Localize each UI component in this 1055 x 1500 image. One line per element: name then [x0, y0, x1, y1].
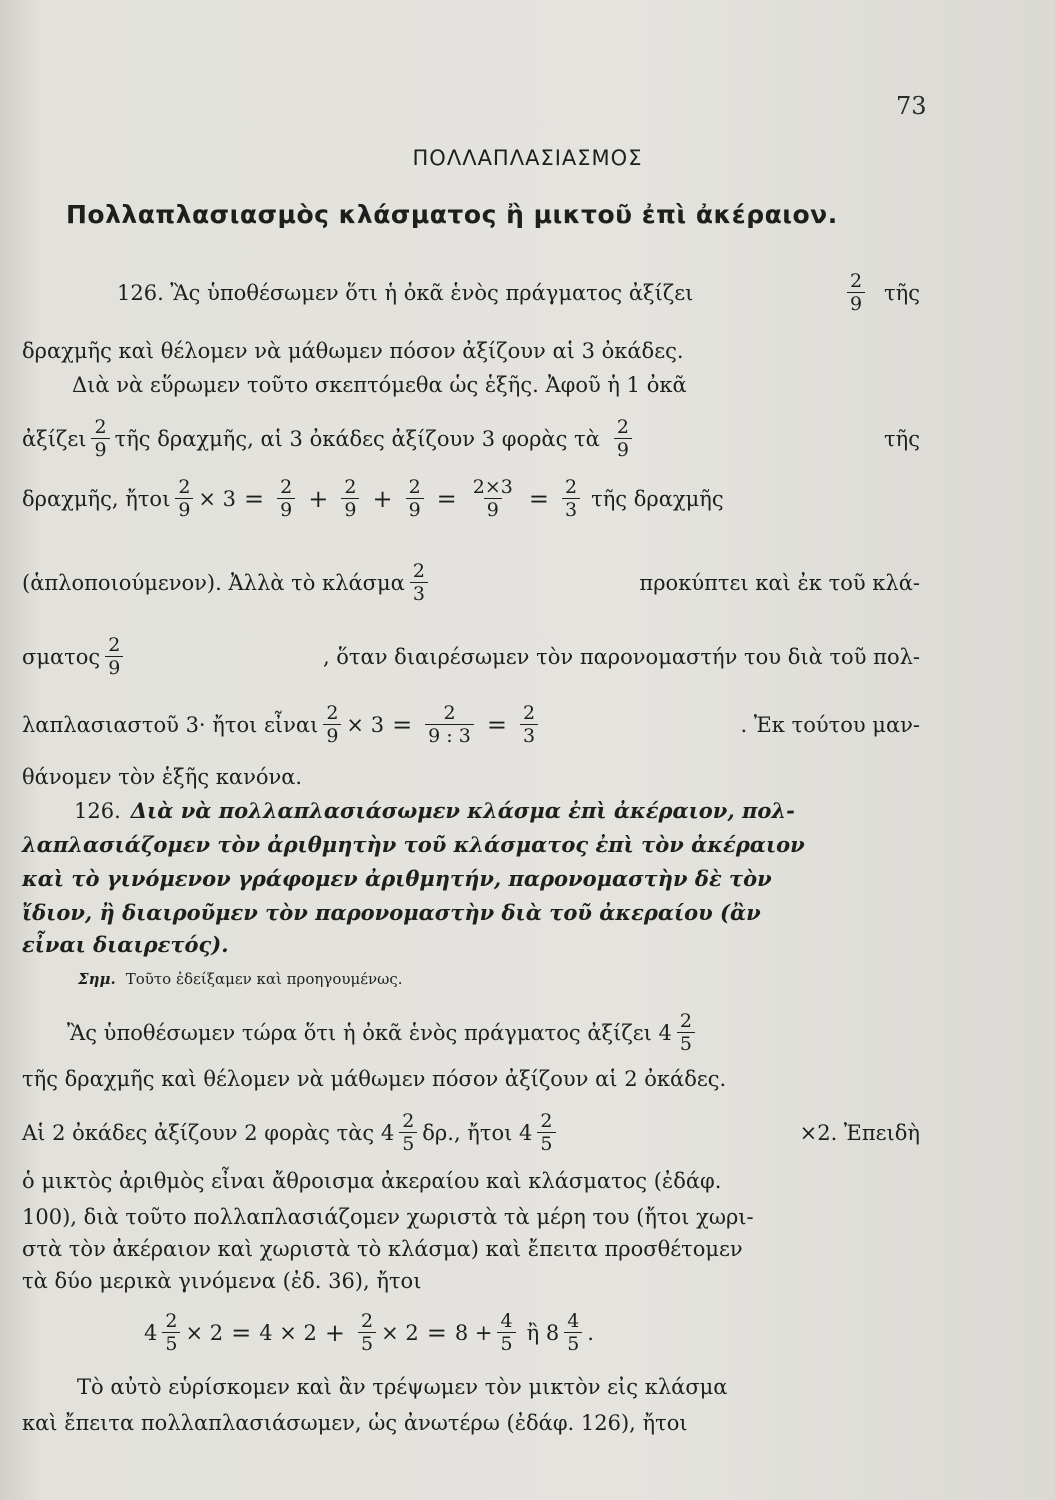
p2-line-8 [22, 1372, 920, 1402]
text: στὰ τὸν ἀκέραιον καὶ χωριστὰ τὸ κλάσμα) καὶ ἔπειτα προσθέτομεν [22, 1237, 743, 1261]
text: ×2. Ἐπειδὴ [799, 1120, 920, 1145]
plus-sign: + [308, 484, 329, 513]
note-label: Σημ. [78, 970, 116, 988]
text: ἀξίζει [22, 426, 87, 451]
rule-text: Διὰ νὰ πολλαπλασιάσωμεν κλάσμα ἐπὶ ἀκέραιον, πολ- [130, 798, 795, 823]
p1-line-3 [22, 370, 920, 400]
text: . Ἐκ τούτου μαν- [740, 712, 920, 737]
rule-text: καὶ τὸ γινόμενον γράφομεν ἀριθμητήν, παρονομαστὴν δὲ τὸν [22, 866, 772, 891]
page-number: 73 [896, 92, 927, 120]
rule-line-3 [22, 864, 920, 894]
fraction: $\frac{4}{5}$ [564, 1310, 582, 1355]
times-three: × 3 [346, 712, 385, 737]
fraction: $\frac{2}{5}$ [399, 1110, 417, 1155]
fraction: $\frac{2}{9}$ [277, 476, 295, 521]
equals-sign: = [426, 1318, 447, 1347]
running-header: ΠΟΛΛΑΠΛΑΣΙΑΣΜΟΣ [412, 146, 643, 170]
period: . [587, 1320, 594, 1345]
fraction: $\frac{2}{9}$ [406, 476, 424, 521]
equals-sign: = [528, 484, 549, 513]
rule-line-2 [22, 830, 920, 860]
p2-line-4 [22, 1166, 920, 1196]
fraction: $\frac{2}{9}$ [323, 702, 341, 747]
times-two: × 2 [381, 1320, 419, 1345]
fraction: $\frac{2}{5}$ [162, 1310, 180, 1355]
plus-sign: + [372, 484, 393, 513]
text: , ὅταν διαιρέσωμεν τὸν παρονομαστήν του διὰ τοῦ πολ- [322, 644, 920, 669]
fraction: $\frac{2\times 3}{9}$ [472, 476, 513, 521]
fraction: $\frac{2}{5}$ [358, 1310, 376, 1355]
rule-text: ἴδιον, ἢ διαιροῦμεν τὸν παρονομαστὴν διὰ τοῦ ἀκεραίου (ἂν [22, 900, 761, 925]
fraction: $\frac{4}{5}$ [497, 1310, 515, 1355]
fraction: $\frac{2}{5}$ [537, 1110, 555, 1155]
rule-line-5 [22, 930, 920, 960]
fraction: $\frac{2}{5}$ [677, 1010, 695, 1055]
fraction: $\frac{2}{9}$ [91, 416, 109, 461]
text: δραχμῆς καὶ θέλομεν νὰ μάθωμεν πόσον ἀξίζουν αἱ 3 ὀκάδες. [22, 339, 684, 363]
fraction: $\frac{2}{3}$ [410, 560, 428, 605]
rule-line-4 [22, 898, 920, 928]
text: Αἱ 2 ὀκάδες ἀξίζουν 2 φορὰς τὰς 4 [22, 1120, 395, 1145]
equals-sign: = [244, 484, 265, 513]
p2-line-3 [22, 1110, 920, 1155]
p1-line-6 [22, 560, 920, 605]
rule-line-1 [22, 796, 920, 826]
fraction: $\frac{2}{9}$ [341, 476, 359, 521]
text: Διὰ νὰ εὕρωμεν τοῦτο σκεπτόμεθα ὡς ἑξῆς. Ἀφοῦ ἡ 1 ὀκᾶ [72, 373, 687, 397]
text: λαπλασιαστοῦ 3· ἤτοι εἶναι [22, 712, 319, 737]
text: (ἁπλοποιούμενον). Ἀλλὰ τὸ κλάσμα [22, 570, 405, 595]
text: ὁ μικτὸς ἀριθμὸς εἶναι ἄθροισμα ἀκεραίου καὶ κλάσματος (ἐδάφ. [22, 1169, 722, 1193]
text: προκύπτει καὶ ἐκ τοῦ κλά- [639, 570, 920, 595]
text: τῆς δραχμῆς, αἱ 3 ὀκάδες ἀξίζουν 3 φορὰς τὰ [114, 426, 600, 451]
p2-line-6 [22, 1234, 920, 1264]
text: 126. Ἂς ὑποθέσωμεν ὅτι ἡ ὀκᾶ ἑνὸς πράγματος ἀξίζει [117, 280, 694, 305]
rule-text: λαπλασιάζομεν τὸν ἀριθμητὴν τοῦ κλάσματος ἐπὶ τὸν ἀκέραιον [22, 832, 805, 857]
fraction: $\frac{2}{3}$ [520, 702, 538, 747]
text: θάνομεν τὸν ἑξῆς κανόνα. [22, 765, 303, 789]
p1-line-4 [22, 416, 920, 461]
text: 100), διὰ τοῦτο πολλαπλασιάζομεν χωριστὰ τὰ μέρη του (ἤτοι χωρι- [22, 1205, 754, 1229]
times-three: × 3 [198, 486, 237, 511]
fraction: $\frac{2}{9}$ [175, 476, 193, 521]
text: τὰ δύο μερικὰ γινόμενα (ἐδ. 36), ἤτοι [22, 1269, 422, 1293]
p1-line-5-equation [22, 476, 920, 521]
text: δρ., ἤτοι 4 [422, 1120, 533, 1145]
rule-text: εἶναι διαιρετός). [22, 932, 229, 957]
rule-number: 126. [74, 799, 121, 823]
text: 4 × 2 [259, 1320, 317, 1345]
equals-sign: = [392, 710, 413, 739]
text: 4 [144, 1320, 158, 1345]
times-two: × 2 [185, 1320, 224, 1345]
text: Ἂς ὑποθέσωμεν τώρα ὅτι ἡ ὀκᾶ ἑνὸς πράγματος ἀξίζει 4 [67, 1020, 672, 1045]
text: καὶ ἔπειτα πολλαπλασιάσωμεν, ὡς ἀνωτέρω (ἐδάφ. 126), ἤτοι [22, 1411, 688, 1435]
p2-line-2 [22, 1064, 920, 1094]
note-text: Τοῦτο ἐδείξαμεν καὶ προηγουμένως. [125, 970, 403, 988]
text: τῆς δραχμῆς καὶ θέλομεν νὰ μάθωμεν πόσον ἀξίζουν αἱ 2 ὀκάδες. [22, 1067, 727, 1091]
section-title: Πολλαπλασιασμὸς κλάσματος ἢ μικτοῦ ἐπὶ ἀκέραιον. [66, 200, 838, 229]
note-line [22, 964, 920, 994]
p1-line-2 [22, 336, 920, 366]
p2-line-1 [22, 1010, 920, 1055]
fraction: $\frac{2}{9}$ [105, 634, 123, 679]
text: σματος [22, 644, 101, 669]
plus-sign: + [324, 1318, 345, 1347]
fraction: $\frac{2}{3}$ [562, 476, 580, 521]
p2-line-7 [22, 1266, 920, 1296]
text: τῆς [884, 280, 920, 305]
fraction: $\frac{2}{9 : 3}$ [425, 702, 474, 747]
text: τῆς δραχμῆς [591, 486, 724, 511]
equals-sign: = [486, 710, 507, 739]
text: τῆς [884, 426, 920, 451]
fraction: $\frac{2}{9}$ [614, 416, 632, 461]
fraction: $\frac{2}{9}$ [847, 270, 865, 315]
equals-sign: = [231, 1318, 252, 1347]
p2-line-5 [22, 1202, 920, 1232]
mixed-number-equation [144, 1310, 1042, 1355]
text: Τὸ αὐτὸ εὑρίσκομεν καὶ ἂν τρέψωμεν τὸν μικτὸν εἰς κλάσμα [77, 1375, 728, 1399]
p1-line-8-equation [22, 702, 920, 747]
p2-line-9 [22, 1408, 920, 1438]
p1-line-1 [22, 270, 920, 315]
text: ἢ 8 [526, 1320, 560, 1345]
p1-line-9 [22, 762, 920, 792]
p1-line-7 [22, 634, 920, 679]
equals-sign: = [436, 484, 457, 513]
text: 8 + [454, 1320, 493, 1345]
text: δραχμῆς, ἤτοι [22, 486, 171, 511]
